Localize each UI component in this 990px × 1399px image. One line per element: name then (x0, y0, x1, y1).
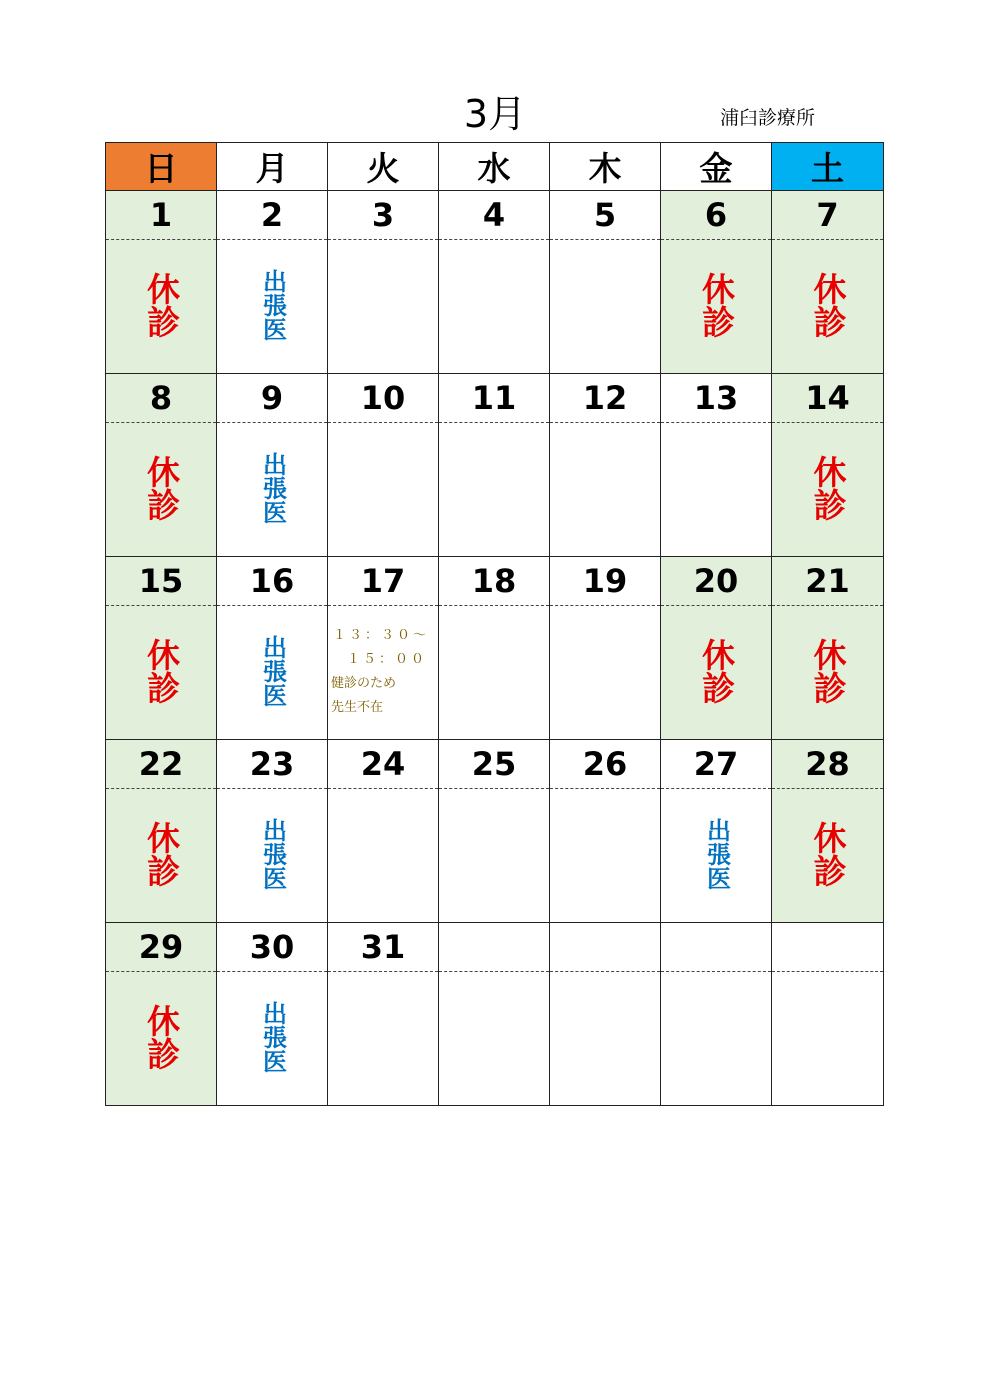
visiting-doctor-label: 出張医 (258, 451, 287, 524)
week-4-dates (106, 740, 884, 789)
note-time-start: １３：３０～ (333, 628, 430, 643)
day-note-cell (439, 972, 550, 1106)
week-1-dates (106, 191, 884, 240)
day-note-cell (772, 606, 884, 740)
closed-label: 休診 (808, 271, 848, 338)
day-note-cell (661, 240, 772, 374)
date-cell: 16 (217, 557, 328, 606)
date-cell: 1 (106, 191, 217, 240)
day-note-cell (328, 789, 439, 923)
weekday-saturday: 土 (772, 143, 884, 191)
date-cell: 8 (106, 374, 217, 423)
date-cell: 18 (439, 557, 550, 606)
closed-label: 休診 (697, 637, 736, 704)
day-note-cell (661, 606, 772, 740)
day-note-cell (328, 240, 439, 374)
day-note-cell (772, 972, 884, 1106)
clinic-name: 浦臼診療所 (720, 107, 816, 129)
day-note-cell (217, 423, 328, 557)
date-cell: 21 (772, 557, 884, 606)
weekday-monday: 月 (217, 143, 328, 191)
date-cell: 15 (106, 557, 217, 606)
day-note-cell (106, 972, 217, 1106)
visiting-doctor-label: 出張医 (702, 817, 731, 890)
closed-label: 休診 (808, 637, 848, 704)
date-cell: 11 (439, 374, 550, 423)
week-1-notes (106, 240, 884, 374)
date-cell: 10 (328, 374, 439, 423)
week-2-notes (106, 423, 884, 557)
weekday-header-row (106, 143, 884, 191)
day-note-cell (217, 606, 328, 740)
date-cell: 7 (772, 191, 884, 240)
date-cell: 2 (217, 191, 328, 240)
day-note-cell (550, 240, 661, 374)
date-cell: 27 (661, 740, 772, 789)
day-note-cell (328, 606, 439, 740)
date-cell: 5 (550, 191, 661, 240)
day-note-cell (661, 423, 772, 557)
date-cell: 20 (661, 557, 772, 606)
day-note-cell (106, 240, 217, 374)
weekday-thursday: 木 (550, 143, 661, 191)
closed-label: 休診 (142, 637, 181, 704)
visiting-doctor-label: 出張医 (258, 268, 287, 341)
date-cell: 3 (328, 191, 439, 240)
date-cell: 28 (772, 740, 884, 789)
day-note-cell (772, 423, 884, 557)
day-note-cell (328, 423, 439, 557)
note-line-1: 健診のため (331, 676, 397, 691)
day-note-cell (772, 240, 884, 374)
week-3-dates (106, 557, 884, 606)
date-cell (772, 923, 884, 972)
day-note-cell (217, 240, 328, 374)
date-cell: 24 (328, 740, 439, 789)
day-note-cell (106, 423, 217, 557)
day-note-cell (661, 972, 772, 1106)
closed-label: 休診 (142, 454, 181, 521)
date-cell (661, 923, 772, 972)
day-note-cell (328, 972, 439, 1106)
weekday-wednesday: 水 (439, 143, 550, 191)
date-cell: 12 (550, 374, 661, 423)
closed-label: 休診 (142, 820, 181, 887)
week-5-dates (106, 923, 884, 972)
closed-label: 休診 (142, 271, 181, 338)
note-line-2: 先生不在 (331, 700, 384, 715)
day-note-cell (106, 789, 217, 923)
day-note-cell (217, 789, 328, 923)
date-cell: 14 (772, 374, 884, 423)
date-cell: 4 (439, 191, 550, 240)
visiting-doctor-label: 出張医 (258, 1000, 287, 1073)
date-cell: 30 (217, 923, 328, 972)
date-cell: 22 (106, 740, 217, 789)
week-3-notes (106, 606, 884, 740)
date-cell: 17 (328, 557, 439, 606)
day-note-cell (550, 972, 661, 1106)
closed-label: 休診 (142, 1003, 181, 1070)
weekday-tuesday: 火 (328, 143, 439, 191)
calendar-grid (105, 142, 884, 1106)
date-cell: 29 (106, 923, 217, 972)
visiting-doctor-label: 出張医 (258, 817, 287, 890)
day-note-cell (439, 423, 550, 557)
date-cell: 25 (439, 740, 550, 789)
date-cell (439, 923, 550, 972)
closed-label: 休診 (808, 820, 848, 887)
date-cell: 31 (328, 923, 439, 972)
day-note-cell (439, 240, 550, 374)
day-note-cell (550, 606, 661, 740)
day-note-cell (772, 789, 884, 923)
date-cell: 6 (661, 191, 772, 240)
day-note-cell (439, 789, 550, 923)
date-cell: 13 (661, 374, 772, 423)
week-2-dates (106, 374, 884, 423)
visiting-doctor-label: 出張医 (258, 634, 287, 707)
week-5-notes (106, 972, 884, 1106)
day-note-cell (550, 789, 661, 923)
date-cell: 26 (550, 740, 661, 789)
health-checkup-note (331, 624, 429, 720)
closed-label: 休診 (697, 271, 736, 338)
day-note-cell (439, 606, 550, 740)
day-note-cell (550, 423, 661, 557)
date-cell: 9 (217, 374, 328, 423)
date-cell: 23 (217, 740, 328, 789)
note-time-end: １５：００ (347, 652, 428, 667)
weekday-friday: 金 (661, 143, 772, 191)
day-note-cell (217, 972, 328, 1106)
date-cell (550, 923, 661, 972)
week-4-notes (106, 789, 884, 923)
day-note-cell (661, 789, 772, 923)
weekday-sunday: 日 (106, 143, 217, 191)
page-title: 3月 (463, 92, 527, 136)
date-cell: 19 (550, 557, 661, 606)
closed-label: 休診 (808, 454, 848, 521)
day-note-cell (106, 606, 217, 740)
